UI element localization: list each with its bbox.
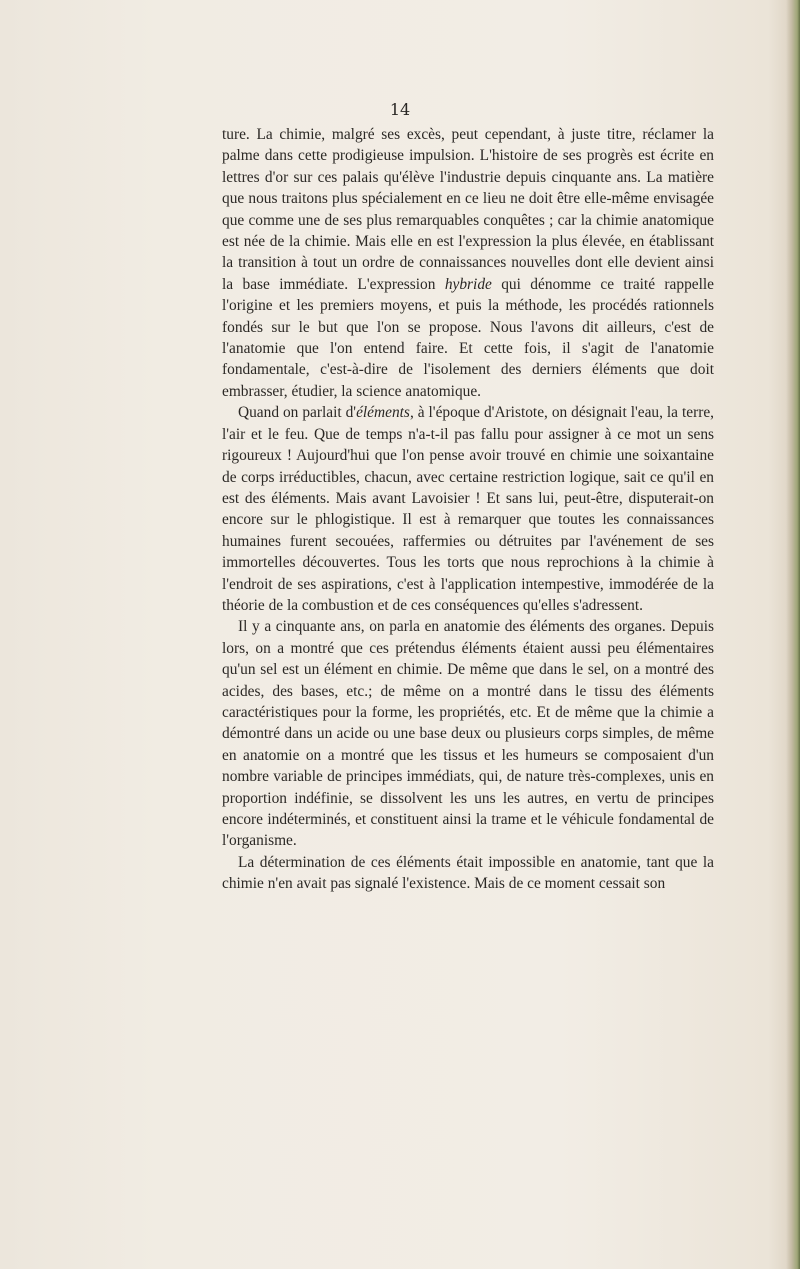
page-edge [786,0,800,1269]
text-run: , à l'époque d'Aristote, on désignait l'eau, la terre, l'air et le feu. Que de temps n'a-t-il pas fallu pour assigner à ce mot un sens rigoureux ! Aujourd'hui que l'on pense avoir trouvé en chimie une soixantaine de corps irréductibles, chacun, avec certaine restriction logique, sait ce qu'il en est des éléments. Mais avant Lavoisier ! Et sans lui, peut-être, disputerait-on encore sur le phlogistique. Il est à remarquer que toutes les connaissances humaines furent secouées, raffermies ou détruites par l'avénement de ses immortelles découvertes. Tous les torts que nous reprochions à la chimie à l'endroit de ses aspirations, c'est à l'application intempestive, immodérée de la théorie de la combustion et de ces conséquences qu'elles s'adressent. [222,404,714,614]
paragraph [222,124,714,402]
italic-term: hybride [444,275,492,293]
text-run: qui dénomme ce traité rappelle l'origine et les premiers moyens, et puis la méthode, les procédés rationnels fondés sur le but que l'on se propose. Nous l'avons dit ailleurs, c'est de l'anatomie que l'on entend faire. Et cette fois, il s'agit de l'anatomie fondamentale, c'est-à-dire de l'isolement des derniers éléments que doit embrasser, étudier, la science anatomique. [222,275,714,400]
page-number: 14 [389,100,411,119]
text-run: Il y a cinquante ans, on parla en anatomie des éléments des organes. Depuis lors, on a montré que ces prétendus éléments étaient aussi peu élémentaires qu'un sel est un élément en chimie. De même que dans le sel, on a montré des acides, des bases, etc.; de même on a montré dans le tissu des éléments caractéristiques pour la forme, les propriétés, etc. Et de même que la chimie a démontré dans un acide ou une base deux ou plusieurs corps simples, de même en anatomie on a montré que les tissus et les humeurs se composaient d'un nombre variable de principes immédiats, qui, de nature très-complexes, unis en proportion indéfinie, se dissolvent les uns les autres, en vertu de principes encore indéterminés, et constituent ainsi la trame et le véhicule fondamental de l'organisme. [222,618,714,850]
body-text [222,124,714,895]
text-run: La détermination de ces éléments était impossible en anatomie, tant que la chimie n'en avait pas signalé l'existence. Mais de ce moment cessait son [222,853,714,893]
text-run: Quand on parlait d' [238,404,357,422]
paragraph [222,616,714,851]
paragraph [222,852,714,895]
italic-term: éléments [356,404,410,422]
paragraph [222,402,714,616]
text-run: ture. La chimie, malgré ses excès, peut cependant, à juste titre, réclamer la palme dans cette prodigieuse impulsion. L'histoire de ses progrès est écrite en lettres d'or sur ces palais qu'élève l'industrie depuis cinquante ans. La matière que nous traitons plus spécialement en ce lieu ne doit être elle-même envisagée que comme une de ses plus remarquables conquêtes ; car la chimie anatomique est née de la chimie. Mais elle en est l'expression la plus élevée, en établissant la transition à tout un ordre de connaissances nouvelles dont elle devient ainsi la base immédiate. L'expression [222,126,714,293]
